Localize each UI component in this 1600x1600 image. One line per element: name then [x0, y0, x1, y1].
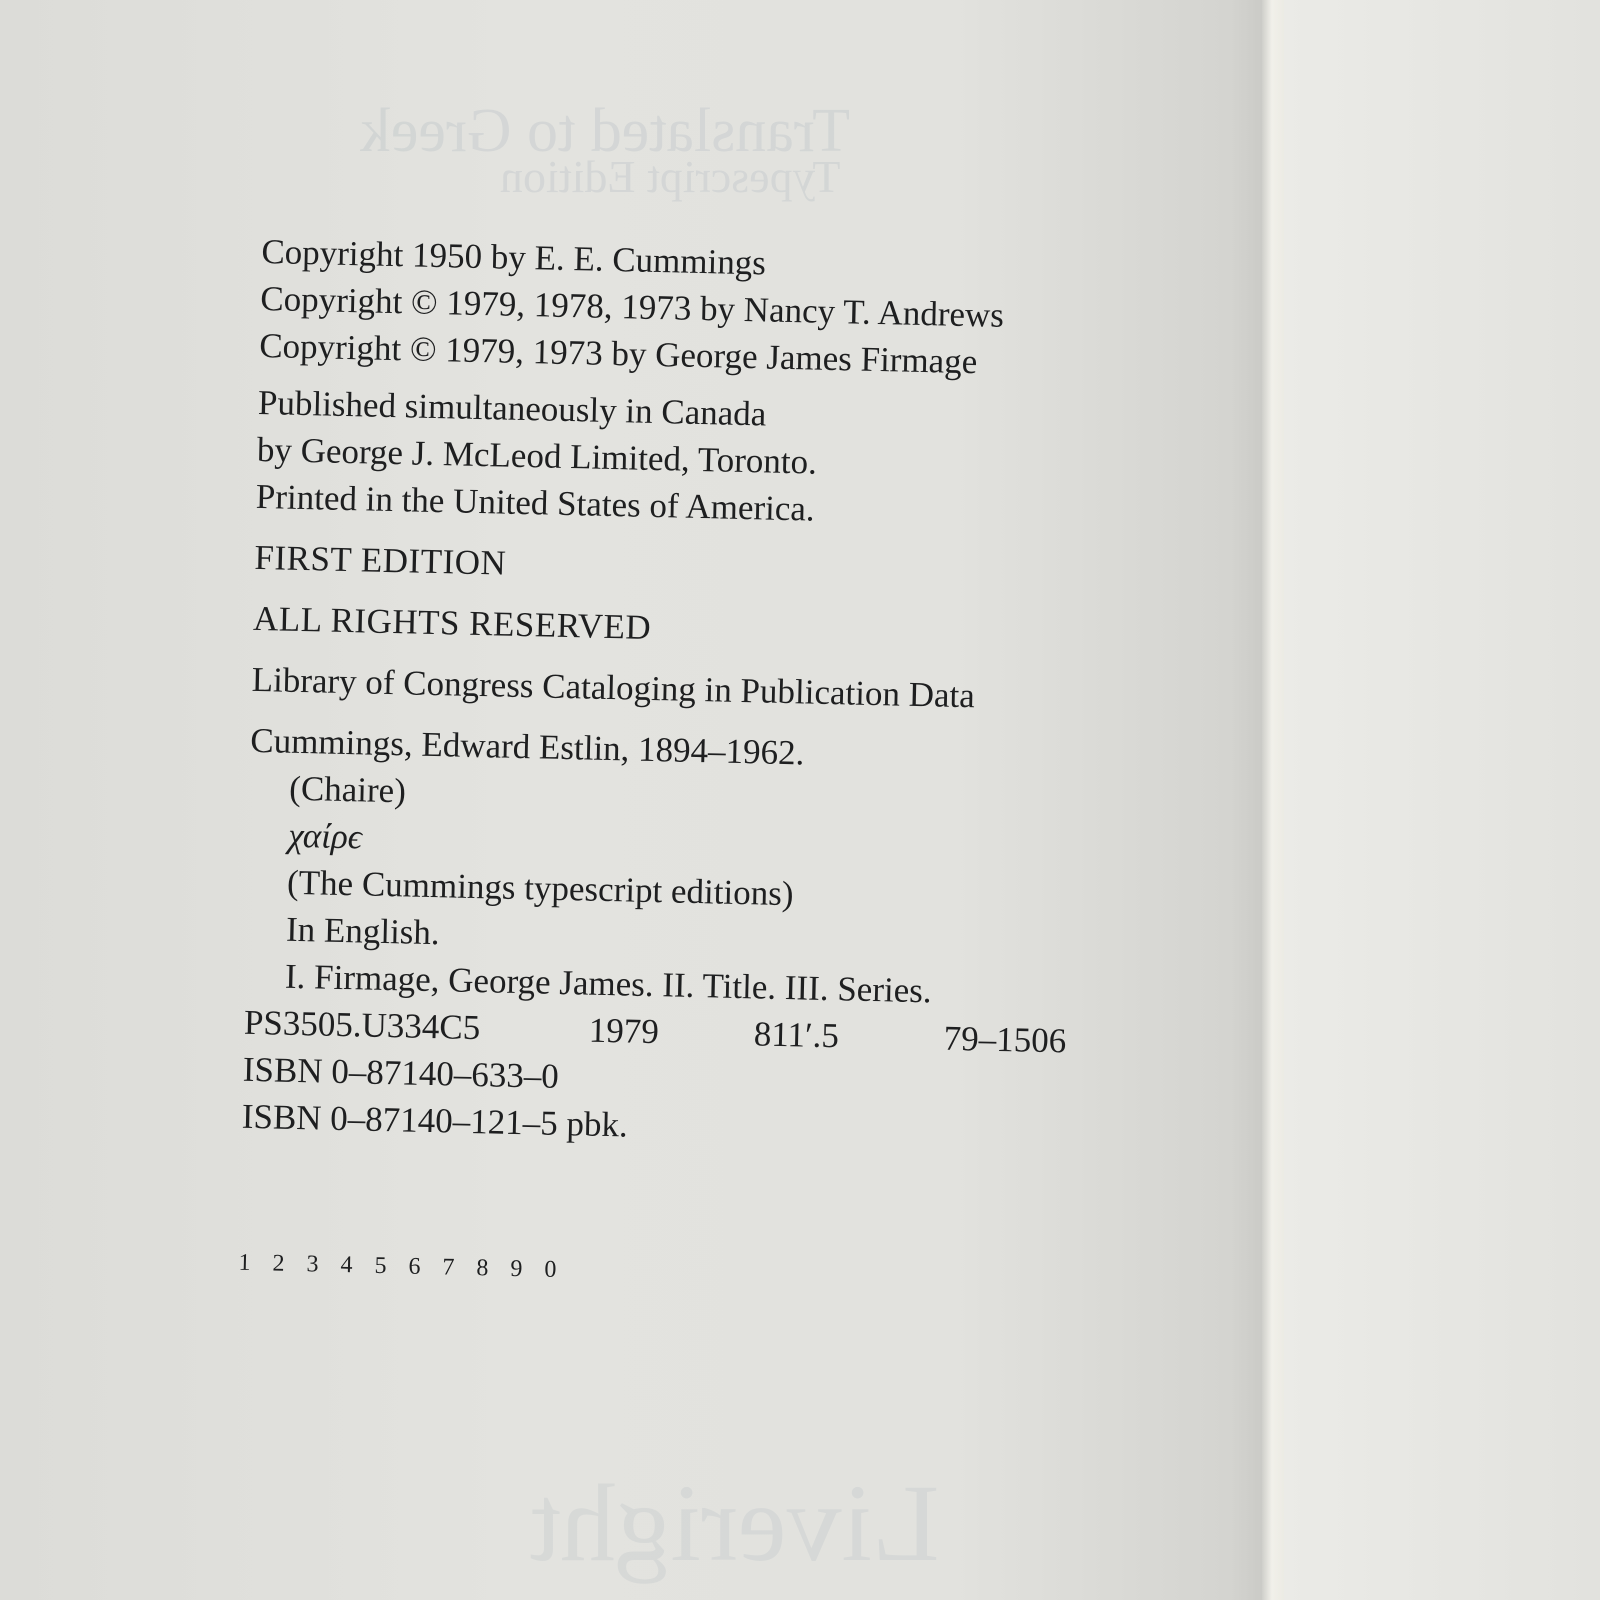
publication-line-2: by George J. McLeod Limited, Toronto. — [256, 429, 818, 482]
show-through-publisher-logo: Liveright — [530, 1462, 940, 1584]
catalog-author: Cummings, Edward Estlin, 1894–1962. — [249, 720, 805, 773]
right-page — [1284, 0, 1600, 1600]
catalog-language: In English. — [285, 909, 441, 953]
isbn-paperback: ISBN 0–87140–121–5 pbk. — [241, 1096, 629, 1145]
dewey-number: 811′.5 — [753, 1014, 840, 1056]
catalog-title-greek: χαίρϵ — [287, 815, 363, 857]
catalog-title-transliterated: (Chaire) — [288, 768, 407, 811]
publication-line-3: Printed in the United States of America. — [255, 476, 816, 529]
printing-number-line: 1 2 3 4 5 6 7 8 9 0 — [238, 1249, 565, 1284]
call-number: PS3505.U334C5 — [243, 1002, 481, 1048]
copyright-page-text — [238, 228, 1242, 1309]
rights-statement: ALL RIGHTS RESERVED — [252, 598, 652, 647]
copyright-line-3: Copyright © 1979, 1973 by George James Firmage — [258, 325, 978, 382]
catalog-year: 1979 — [588, 1010, 660, 1052]
book-gutter — [1262, 0, 1284, 1600]
copyright-line-1: Copyright 1950 by E. E. Cummings — [261, 231, 767, 283]
show-through-text-top-2: Typescript Edition — [500, 151, 841, 202]
edition-statement: FIRST EDITION — [254, 537, 507, 583]
show-through-text-top-1: Translated to Greek — [360, 97, 851, 165]
lccn: 79–1506 — [943, 1018, 1067, 1061]
cip-heading: Library of Congress Cataloging in Publication Data — [251, 659, 976, 716]
publication-line-1: Published simultaneously in Canada — [257, 382, 767, 434]
copyright-line-2: Copyright © 1979, 1978, 1973 by Nancy T. Andrews — [259, 278, 1005, 335]
isbn-hardcover: ISBN 0–87140–633–0 — [242, 1049, 560, 1096]
catalog-series: (The Cummings typescript editions) — [286, 862, 794, 914]
catalog-tracings: I. Firmage, George James. II. Title. III. Series. — [284, 956, 933, 1011]
